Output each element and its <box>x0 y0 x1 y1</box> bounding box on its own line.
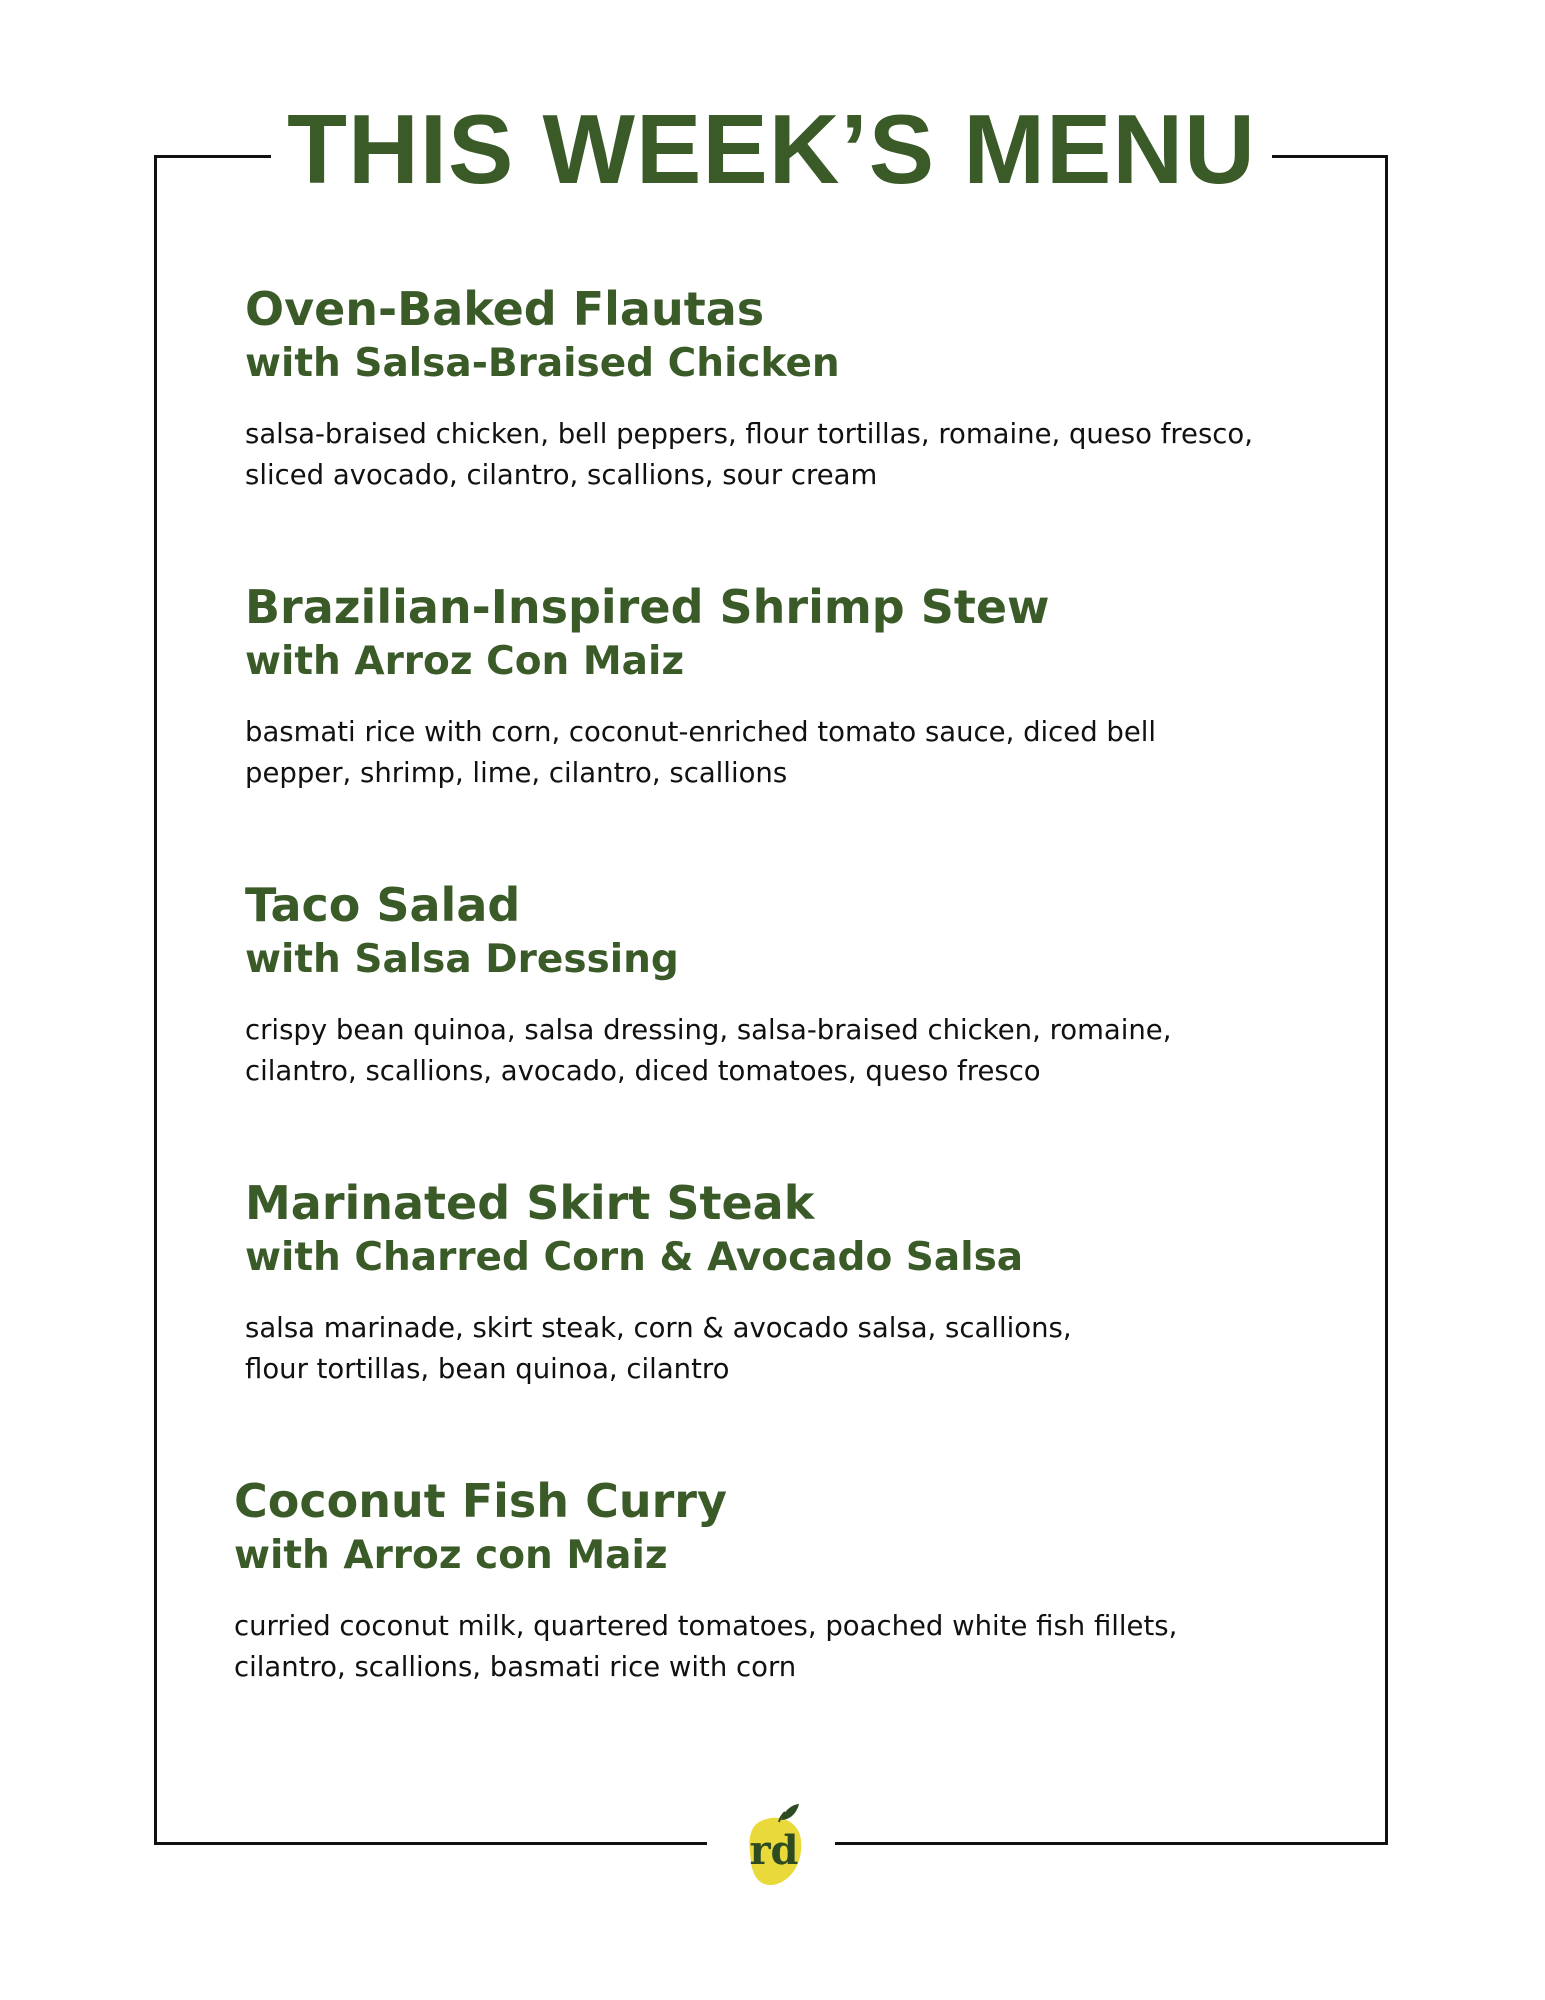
frame-bottom-right-line <box>835 1842 1388 1845</box>
dish-description <box>234 1606 1354 1688</box>
dish-description-line: basmati rice with corn, coconut-enriched tomato sauce, diced bell <box>245 716 1157 748</box>
logo-text: rd <box>749 1827 799 1874</box>
frame-left-line <box>154 155 157 1845</box>
dish-description-line: salsa-braised chicken, bell peppers, flour tortillas, romaine, queso fresco, <box>245 418 1253 450</box>
dish-description-line: curried coconut milk, quartered tomatoes, poached white fish fillets, <box>234 1610 1178 1642</box>
page-title: THIS WEEK’S MENU <box>287 94 1256 204</box>
menu-item <box>245 876 1365 1092</box>
dish-subtitle: with Charred Corn & Avocado Salsa <box>245 1235 1024 1280</box>
dish-name: Taco Salad <box>245 878 521 932</box>
menu-item <box>245 280 1365 496</box>
dish-description-line: flour tortillas, bean quinoa, cilantro <box>245 1353 730 1385</box>
dish-description <box>245 1308 1365 1390</box>
dish-subtitle: with Arroz con Maiz <box>234 1533 668 1578</box>
dish-description-line: pepper, shrimp, lime, cilantro, scallions <box>245 757 788 789</box>
frame-right-line <box>1385 155 1388 1845</box>
dish-subtitle: with Salsa Dressing <box>245 937 679 982</box>
dish-name: Marinated Skirt Steak <box>245 1176 815 1230</box>
frame-top-left-line <box>154 155 271 158</box>
frame-bottom-left-line <box>154 1842 707 1845</box>
dish-description-line: cilantro, scallions, basmati rice with corn <box>234 1651 797 1683</box>
dish-description-line: crispy bean quinoa, salsa dressing, salsa-braised chicken, romaine, <box>245 1014 1172 1046</box>
dish-subtitle: with Arroz Con Maiz <box>245 639 685 684</box>
dish-name: Oven-Baked Flautas <box>245 282 765 336</box>
dish-name: Brazilian-Inspired Shrimp Stew <box>245 580 1050 634</box>
frame-top-right-line <box>1272 155 1388 158</box>
menu-item <box>234 1472 1354 1688</box>
dish-subtitle: with Salsa-Braised Chicken <box>245 341 840 386</box>
dish-description <box>245 414 1365 496</box>
dish-description-line: salsa marinade, skirt steak, corn & avocado salsa, scallions, <box>245 1312 1072 1344</box>
dish-description <box>245 1010 1365 1092</box>
dish-description-line: cilantro, scallions, avocado, diced tomatoes, queso fresco <box>245 1055 1041 1087</box>
dish-name: Coconut Fish Curry <box>234 1474 727 1528</box>
lemon-logo-icon <box>733 1800 815 1890</box>
brand-logo <box>733 1800 815 1890</box>
dish-description <box>245 712 1365 794</box>
dish-description-line: sliced avocado, cilantro, scallions, sour cream <box>245 459 878 491</box>
menu-item <box>245 1174 1365 1390</box>
menu-item <box>245 578 1365 794</box>
